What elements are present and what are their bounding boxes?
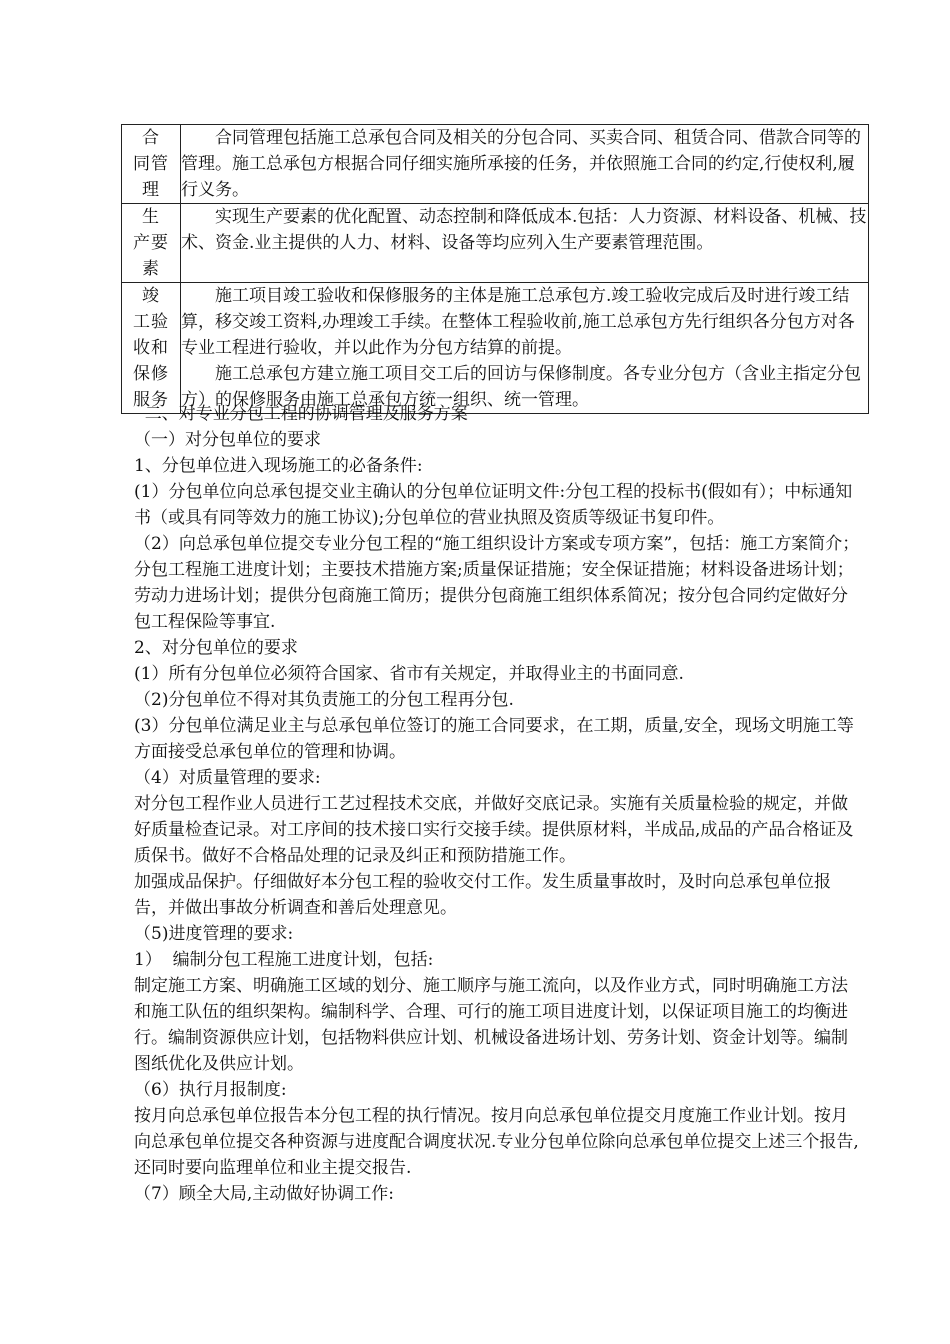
table-paragraph: 施工总承包方建立施工项目交工后的回访与保修制度。各专业分包方（含业主指定分包方）的保修服务由施工总承包方统一组织、统一管理。 — [181, 364, 861, 410]
subitem-heading: （4）对质量管理的要求: — [134, 768, 321, 788]
paragraph: (3）分包单位满足业主与总承包单位签订的施工合同要求，在工期，质量,安全，现场文明施工等方面接受总承包单位的管理和协调。 — [134, 716, 854, 762]
row-header-line: 理 — [142, 180, 160, 200]
row-header-line: 同管 — [133, 154, 169, 174]
table-row — [122, 204, 869, 283]
row-header-line: 工验 — [133, 312, 169, 332]
row-header-line: 产要 — [133, 233, 169, 253]
subitem-heading: （7）顾全大局,主动做好协调工作: — [134, 1184, 394, 1204]
row-content-acceptance-warranty — [181, 283, 869, 414]
paragraph: （2)分包单位不得对其负责施工的分包工程再分包. — [134, 690, 514, 710]
body-text — [134, 401, 860, 1207]
table-paragraph: 施工项目竣工验收和保修服务的主体是施工总承包方.竣工验收完成后及时进行竣工结算，移交竣工资料,办理竣工手续。在整体工程验收前,施工总承包方先行组织各分包方对各专业工程进行验收，并以此作为分包方结算的前提。 — [181, 286, 855, 358]
section-heading: 二、对专业分包工程的协调管理及服务方案 — [134, 404, 468, 424]
table-row — [122, 283, 869, 414]
row-header-line: 竣 — [142, 286, 160, 306]
management-table — [121, 124, 869, 414]
row-header-acceptance-warranty — [122, 283, 181, 414]
row-header-line: 收和 — [133, 338, 169, 358]
row-header-contract — [122, 125, 181, 204]
row-header-line: 素 — [142, 259, 160, 279]
subitem-heading: （6）执行月报制度: — [134, 1080, 287, 1100]
table-paragraph: 合同管理包括施工总承包合同及相关的分包合同、买卖合同、租赁合同、借款合同等的管理。施工总承包方根据合同仔细实施所承接的任务，并依照施工合同的约定,行使权利,履行义务。 — [181, 128, 861, 200]
table-row — [122, 125, 869, 204]
paragraph: 1） 编制分包工程施工进度计划，包括: — [134, 950, 434, 970]
row-header-line: 保修 — [133, 364, 169, 384]
row-header-line: 生 — [142, 207, 160, 227]
row-header-production-factors — [122, 204, 181, 283]
row-header-line: 合 — [142, 128, 160, 148]
paragraph: (1）所有分包单位必须符合国家、省市有关规定，并取得业主的书面同意. — [134, 664, 684, 684]
item-heading: 2、对分包单位的要求 — [134, 638, 298, 658]
paragraph: (1）分包单位向总承包提交业主确认的分包单位证明文件:分包工程的投标书(假如有）；中标通知书（或具有同等效力的施工协议);分包单位的营业执照及资质等级证书复印件。 — [134, 482, 853, 528]
paragraph: （2）向总承包单位提交专业分包工程的“施工组织设计方案或专项方案”，包括：施工方案简介；分包工程施工进度计划；主要技术措施方案;质量保证措施；安全保证措施；材料设备进场计划；劳动力进场计划；提供分包商施工简历；提供分包商施工组织体系简况；按分包合同约定做好分包工程保险等事宜. — [134, 534, 860, 632]
paragraph: 制定施工方案、明确施工区域的划分、施工顺序与施工流向，以及作业方式，同时明确施工方法和施工队伍的组织架构。编制科学、合理、可行的施工项目进度计划，以保证项目施工的均衡进行。编制资源供应计划，包括物料供应计划、机械设备进场计划、劳务计划、资金计划等。编制图纸优化及供应计划。 — [134, 976, 848, 1074]
paragraph: 按月向总承包单位报告本分包工程的执行情况。按月向总承包单位提交月度施工作业计划。按月向总承包单位提交各种资源与进度配合调度状况.专业分包单位除向总承包单位提交上述三个报告,还同时要向监理单位和业主提交报告. — [134, 1106, 859, 1178]
subitem-heading: （5)进度管理的要求: — [134, 924, 294, 944]
paragraph: 对分包工程作业人员进行工艺过程技术交底，并做好交底记录。实施有关质量检验的规定，并做好质量检查记录。对工序间的技术接口实行交接手续。提供原材料，半成品,成品的产品合格证及质保书。做好不合格品处理的记录及纠正和预防措施工作。 — [134, 794, 854, 866]
table-paragraph: 实现生产要素的优化配置、动态控制和降低成本.包括：人力资源、材料设备、机械、技术、资金.业主提供的人力、材料、设备等均应列入生产要素管理范围。 — [181, 207, 867, 253]
item-heading: 1、分包单位进入现场施工的必备条件: — [134, 456, 423, 476]
paragraph: 加强成品保护。仔细做好本分包工程的验收交付工作。发生质量事故时，及时向总承包单位报告，并做出事故分析调查和善后处理意见。 — [134, 872, 831, 918]
row-content-contract — [181, 125, 869, 204]
subsection-heading: （一）对分包单位的要求 — [134, 430, 321, 450]
row-header-line: 服务 — [133, 390, 169, 410]
row-content-production-factors — [181, 204, 869, 283]
